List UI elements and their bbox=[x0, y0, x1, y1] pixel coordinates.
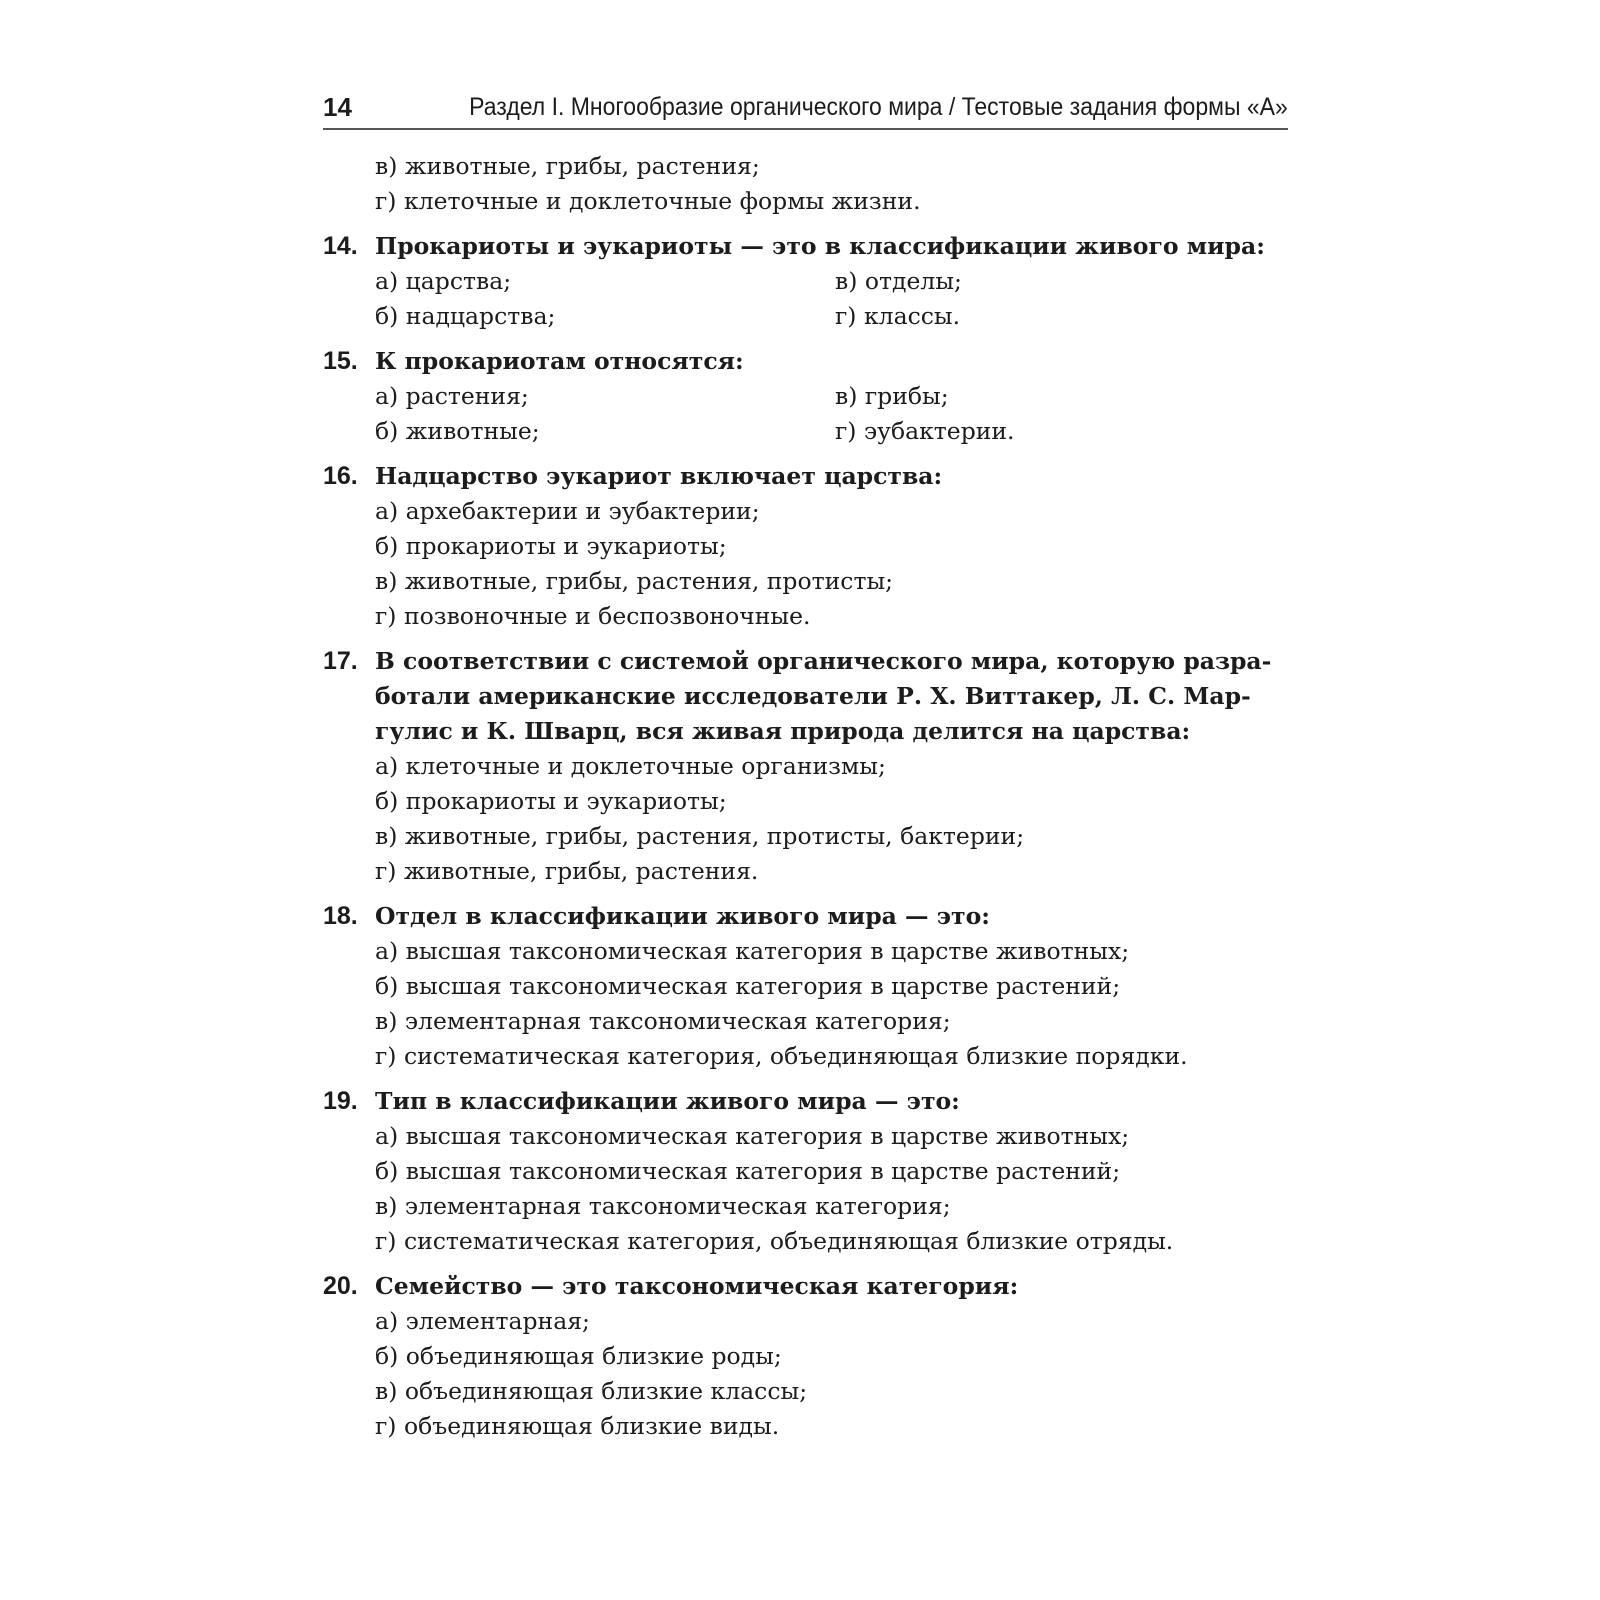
option: б) высшая таксономическая категория в царстве растений; bbox=[375, 972, 1121, 1000]
page-number: 14 bbox=[323, 92, 352, 122]
option: в) объединяющая близкие классы; bbox=[375, 1377, 808, 1405]
question-indent bbox=[323, 679, 375, 714]
question-text: Тип в классификации живого мира — это: bbox=[375, 1087, 960, 1115]
carry-over-options bbox=[323, 149, 1288, 219]
option: г) животные, грибы, растения. bbox=[375, 857, 759, 885]
question-number: 15. bbox=[323, 347, 358, 375]
option: б) прокариоты и эукариоты; bbox=[375, 532, 727, 560]
option: а) растения; bbox=[375, 382, 529, 410]
option: а) высшая таксономическая категория в царстве животных; bbox=[375, 1122, 1130, 1150]
question-text-line bbox=[323, 229, 1288, 264]
option: в) элементарная таксономическая категория; bbox=[375, 1192, 951, 1220]
question-text-line bbox=[323, 714, 1288, 749]
option: г) позвоночные и беспозвоночные. bbox=[375, 602, 811, 630]
question-text-line bbox=[323, 679, 1288, 714]
question-text: Надцарство эукариот включает царства: bbox=[375, 462, 943, 490]
page-content bbox=[323, 149, 1288, 1444]
option: б) высшая таксономическая категория в царстве растений; bbox=[375, 1157, 1121, 1185]
question-text-line bbox=[323, 1269, 1288, 1304]
question-16 bbox=[323, 459, 1288, 634]
question-18 bbox=[323, 899, 1288, 1074]
question-text-line bbox=[323, 644, 1288, 679]
option: в) животные, грибы, растения, протисты, бактерии; bbox=[375, 822, 1025, 850]
question-text-line bbox=[323, 344, 1288, 379]
question-text: гулис и К. Шварц, вся живая природа делится на царства: bbox=[375, 717, 1191, 745]
question-text-line bbox=[323, 1084, 1288, 1119]
option: а) клеточные и доклеточные организмы; bbox=[375, 752, 886, 780]
question-text: К прокариотам относятся: bbox=[375, 347, 744, 375]
question-text: Семейство — это таксономическая категория: bbox=[375, 1272, 1019, 1300]
question-number: 14. bbox=[323, 232, 358, 260]
question-19 bbox=[323, 1084, 1288, 1259]
options-grid bbox=[323, 264, 1288, 334]
option: а) архебактерии и эубактерии; bbox=[375, 497, 760, 525]
running-title: Раздел I. Многообразие органического мира / Тестовые задания формы «А» bbox=[469, 93, 1288, 121]
option: г) классы. bbox=[835, 302, 961, 330]
question-14 bbox=[323, 229, 1288, 334]
question-list bbox=[323, 229, 1288, 1444]
question-number: 17. bbox=[323, 647, 358, 675]
option: в) животные, грибы, растения, протисты; bbox=[375, 567, 894, 595]
option: в) отделы; bbox=[835, 267, 962, 295]
option: в) грибы; bbox=[835, 382, 949, 410]
question-text-line bbox=[323, 459, 1288, 494]
option: г) систематическая категория, объединяющая близкие порядки. bbox=[375, 1042, 1188, 1070]
question-15 bbox=[323, 344, 1288, 449]
question-text: Прокариоты и эукариоты — это в классификации живого мира: bbox=[375, 232, 1265, 260]
question-number: 16. bbox=[323, 462, 358, 490]
option: б) животные; bbox=[375, 417, 540, 445]
option: г) клеточные и доклеточные формы жизни. bbox=[375, 187, 921, 215]
question-text: ботали американские исследователи Р. Х. Виттакер, Л. С. Мар- bbox=[375, 682, 1251, 710]
question-17 bbox=[323, 644, 1288, 889]
option: в) животные, грибы, растения; bbox=[375, 152, 760, 180]
question-text-line bbox=[323, 899, 1288, 934]
option: а) элементарная; bbox=[375, 1307, 590, 1335]
option: а) царства; bbox=[375, 267, 512, 295]
option: б) объединяющая близкие роды; bbox=[375, 1342, 782, 1370]
question-number: 18. bbox=[323, 902, 358, 930]
option: г) объединяющая близкие виды. bbox=[375, 1412, 780, 1440]
question-text: В соответствии с системой органического мира, которую разра- bbox=[375, 647, 1272, 675]
option: б) прокариоты и эукариоты; bbox=[375, 787, 727, 815]
question-20 bbox=[323, 1269, 1288, 1444]
question-number: 19. bbox=[323, 1087, 358, 1115]
option: в) элементарная таксономическая категория; bbox=[375, 1007, 951, 1035]
option: б) надцарства; bbox=[375, 302, 556, 330]
option: г) эубактерии. bbox=[835, 417, 1015, 445]
question-indent bbox=[323, 714, 375, 749]
option: а) высшая таксономическая категория в царстве животных; bbox=[375, 937, 1130, 965]
book-page bbox=[323, 92, 1288, 1444]
option: г) систематическая категория, объединяющая близкие отряды. bbox=[375, 1227, 1174, 1255]
page-header bbox=[323, 92, 1288, 130]
options-grid bbox=[323, 379, 1288, 449]
question-number: 20. bbox=[323, 1272, 358, 1300]
question-text: Отдел в классификации живого мира — это: bbox=[375, 902, 990, 930]
